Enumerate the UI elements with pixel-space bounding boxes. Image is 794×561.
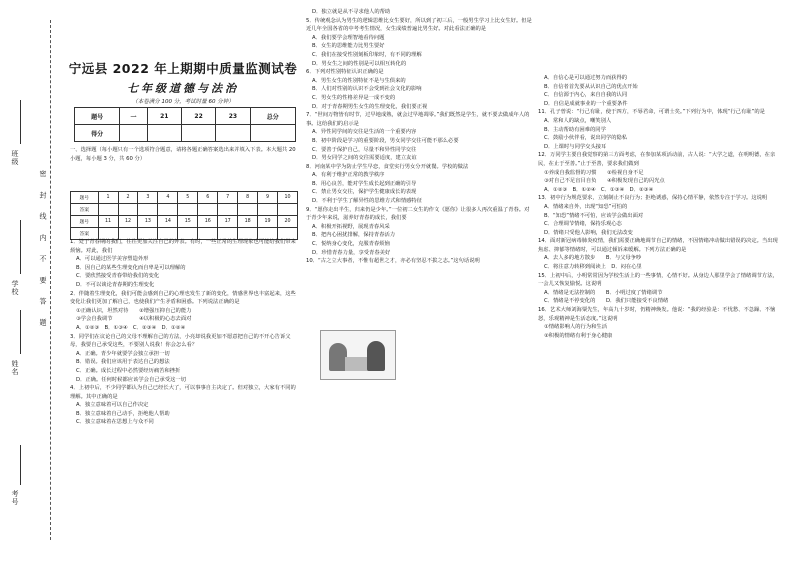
question-line: C．我们在接受性别刻板印象时，有不同的理解 xyxy=(312,51,422,58)
answer-table-label: 16 xyxy=(198,216,218,228)
question-line: 3．同学们在议论自己的父母不理解自己的方法，小亮却说我更加不愿意把自己的不开心告诉父母，我要自己承受这些，不要别人说我！你会怎么看？ xyxy=(70,333,291,349)
question-line: ①情绪影响人的行为和生活 xyxy=(544,324,608,331)
answer-table-label: 答案 xyxy=(71,204,99,216)
score-table xyxy=(74,107,296,142)
question-line: B．“知恐”情绪不可怕，应该学会做出面对 xyxy=(544,212,644,219)
question-line: C．男女生的性格差异是一成不变的 xyxy=(312,94,396,101)
answer-cell[interactable] xyxy=(138,204,158,216)
binding-margin xyxy=(4,20,62,540)
answer-table-label: 14 xyxy=(158,216,178,228)
question-line: ②积极的情绪有利于身心健康 xyxy=(544,332,613,339)
answer-table-label: 2 xyxy=(118,192,138,204)
score-header-cell: 总分 xyxy=(250,108,295,125)
answer-table-label: 17 xyxy=(218,216,238,228)
question-line: A．有利于维护正常的教学秩序 xyxy=(312,172,385,179)
column-2-questions xyxy=(306,8,534,266)
answer-cell[interactable] xyxy=(118,204,138,216)
question-line: A．积极开拓视野，展现青春风采 xyxy=(312,223,390,230)
question-line: B．错误。我们应该用于表达自己的想法 xyxy=(76,359,170,366)
margin-label-name: 姓名 xyxy=(11,360,19,376)
column-3-questions xyxy=(538,74,778,340)
margin-blank-name xyxy=(20,310,21,354)
question-line: A．①②③ B．①③④ C．②③④ D．①②④ xyxy=(76,324,186,331)
exam-subtitle: 七年级道德与法治 xyxy=(127,82,239,95)
question-line: A．常和人的缺点，嘲笑别人 xyxy=(544,117,612,124)
question-line: ①正确认识，坦然对待 ②增强压抑自己的能力 xyxy=(76,307,192,314)
answer-table-label: 3 xyxy=(138,192,158,204)
answer-table-label: 题号 xyxy=(71,216,99,228)
question-line: D．男女生之间的性别是可以相互转化的 xyxy=(312,60,407,67)
answer-table-label: 5 xyxy=(178,192,198,204)
question-line: 1．处于青春期的我们，往往更加关注自己的外表。有时，一些正常的生理现象也可能给我们带来烦恼。对此，我们 xyxy=(70,239,296,254)
question-line: A．情绪来自外，出现“知恐”可怕的 xyxy=(544,203,628,210)
question-line: B．女生的思维能力比男生要好 xyxy=(312,43,385,50)
question-line: 15．上初中后，小明常常因为学校生活上的一些事情，心情不好。从身边人那里学会了情绪调节方法，一会儿又恢复愉悦。这说明 xyxy=(538,272,778,288)
question-line: 5．传统观念认为男生的逻辑思维比女生要好，所以到了初三后，一般男生学习上比女生好。但是近几年全国各省的中考考生情况，女生成绩普遍比男生好。对此看法正确的是 xyxy=(306,17,532,33)
question-line: C．自信源于内心，来自自我的认同 xyxy=(544,92,628,99)
question-line: ③对自己不足盲目自负 ④积极发现自己的闪光点 xyxy=(544,178,665,185)
answer-table-label: 答案 xyxy=(71,228,99,240)
question-line: B．人们对性别的认识不会受到社会文化的影响 xyxy=(312,86,422,93)
question-line: B．独立意味着自己动手，拒绝他人帮助 xyxy=(76,410,170,417)
score-value-row xyxy=(75,125,296,142)
score-cell[interactable] xyxy=(120,125,147,142)
question-line: 6．下列对性别特征认识正确的是 xyxy=(306,69,384,76)
score-cell[interactable] xyxy=(147,125,181,142)
score-row-label: 得分 xyxy=(75,125,120,142)
question-line: D．不利于学生了解异性的思维方式和情感特征 xyxy=(312,198,423,205)
question-line: C．将注意力转移到阅读上 D．闷在心里 xyxy=(544,264,642,271)
question-line: A．独立意味着可以自己作决定 xyxy=(76,402,149,409)
answer-cell[interactable] xyxy=(278,204,298,216)
question-line: 8．河南某中学为防止学生早恋，食堂实行男女分开就餐。学校的做法 xyxy=(306,163,469,170)
answer-table-label: 题号 xyxy=(71,192,99,204)
question-line: A．去人多的地方散步 B．与父母争吵 xyxy=(544,255,642,262)
question-line: 11．孔子曾说：“行己有耻，使于四方，不辱君命，可谓士矣。”下列行为中，体现“行己有耻”的是 xyxy=(538,109,765,116)
question-line: C．禁止男女交往，保护学生健康成长的表现 xyxy=(312,189,417,196)
answer-table-label: 12 xyxy=(118,216,138,228)
question-line: C．正确。成长过程中必然要经历痛苦和挫折 xyxy=(76,367,181,374)
margin-label-exam-number: 考号 xyxy=(11,490,19,506)
answer-table-label: 15 xyxy=(178,216,198,228)
question-line: D．独立就是从不寻求他人的帮助 xyxy=(312,9,391,15)
answer-table-label: 6 xyxy=(198,192,218,204)
question-line: 12．万同学主要自我觉察的第三方面考虑，在参加某项活动前，古人说：“大学之道，在明明德，在亲民，在止于至善。”止于至善，要求我们做到 xyxy=(538,152,776,167)
answer-cell[interactable] xyxy=(178,204,198,216)
question-line: 2．伴随着生理变化，我们可能会感到自己的心理也发生了新的变化，情感世界也丰富起来，这些变化让我们更加了解自己，也使我们产生矛盾和困惑。下列说法正确的是 xyxy=(70,290,296,306)
answer-table-row xyxy=(71,192,298,204)
margin-label-class: 班级 xyxy=(11,150,19,166)
question-line: 4．上初中后，不少同学都认为自己已经长大了，可以事事自主决定了。但对独立，大家有不同的理解。其中正确的是 xyxy=(70,385,296,400)
question-line: D．上课时与同学交头接耳 xyxy=(544,143,607,150)
answer-table-label: 9 xyxy=(258,192,278,204)
exam-note: （本卷满分 100 分，考试时量 60 分钟） xyxy=(132,99,234,105)
answer-table-label: 11 xyxy=(98,216,118,228)
answer-cell[interactable] xyxy=(98,204,118,216)
answer-table-label: 18 xyxy=(238,216,258,228)
score-header-cell: 一 xyxy=(120,108,147,125)
answer-cell[interactable] xyxy=(258,204,278,216)
question-line: 10．“古之立大事者，不惟有超世之才，亦必有坚忍不拔之志。”这句话说明 xyxy=(306,258,480,265)
question-line: 14．面对新冠病毒肺炎疫情，我们需要正确地调节自己的情绪，不因情绪冲动做出错误的决定。当出现焦虑、抑郁等情绪时，可以通过倾诉来缓解。下列方法正确的是 xyxy=(538,238,778,253)
answer-cell[interactable] xyxy=(238,204,258,216)
question-line: 9．“愿你走出半生，归来仍是少年。”一位初二女生的作文《愿你》让很多人再次重温了青春。对于青少年来说，滋养好青春的成长，我们要 xyxy=(306,206,530,222)
answer-table xyxy=(70,191,298,240)
question-line: D．情绪只受他人影响，我们无法改变 xyxy=(544,229,633,236)
answer-table-label: 4 xyxy=(158,192,178,204)
margin-blank-class xyxy=(20,100,21,144)
question-line: A．我们要学会理智地看待问题 xyxy=(312,34,385,41)
question-line: B．把内心困扰排解，保持青春活力 xyxy=(312,232,396,239)
question-line: B．用心良苦，能对学生成长起到正确的引导 xyxy=(312,180,417,187)
question-line: A．可以通过医学美容塑造外形 xyxy=(76,256,149,263)
margin-blank-school xyxy=(20,220,21,274)
answer-table-row xyxy=(71,204,298,216)
question-line: C．要欣然接受青春带给我们的变化 xyxy=(76,273,160,280)
question-line: 13．初中行为规范要求，立刻制止不良行为；拒绝诱惑，保持心情平静，依然专注于学习。这说明 xyxy=(538,195,768,202)
answer-table-label: 13 xyxy=(138,216,158,228)
margin-blank-exam-number xyxy=(20,445,21,485)
question-line: A．①②③ B．①②④ C．①③④ D．②③④ xyxy=(544,186,654,193)
answer-table-label: 1 xyxy=(98,192,118,204)
question-line: C．情绪是不停变化的 D．我们只能接受不良情绪 xyxy=(544,298,669,305)
question-line: C．独立意味着在思想上与众不同 xyxy=(76,419,154,426)
score-header-cell: 22 xyxy=(181,108,215,125)
question-line: D．不可以谈论青春期的生理变化 xyxy=(76,281,155,288)
column-1-questions xyxy=(70,238,298,427)
score-header-cell: 23 xyxy=(216,108,250,125)
score-cell[interactable] xyxy=(216,125,250,142)
question-line: C．鼓励小伙伴看，说出同学的隐私 xyxy=(544,135,628,142)
question-line: B．主动帮助有困难的同学 xyxy=(544,126,606,133)
question-line: D．珍惜青春力量，享受青春美好 xyxy=(312,249,391,256)
score-cell[interactable] xyxy=(250,125,295,142)
cartoon-illustration xyxy=(320,330,396,380)
binding-dashed-line xyxy=(50,20,51,540)
score-header-cell: 21 xyxy=(147,108,181,125)
exam-title: 宁远县 2022 年上期期中质量监测试卷 xyxy=(68,61,298,76)
answer-cell[interactable] xyxy=(158,204,178,216)
answer-table-label: 20 xyxy=(278,216,298,228)
question-line: A．男生女生的性别特征不是与生俱来的 xyxy=(312,77,406,84)
answer-table-label: 10 xyxy=(278,192,298,204)
answer-table-row xyxy=(71,216,298,228)
answer-table-label: 19 xyxy=(258,216,278,228)
question-line: B．因自己的某些生理变化而自卑是可以理解的 xyxy=(76,264,186,271)
question-line: D．正确。任何时候都应该学会自己承受这一切 xyxy=(76,376,187,383)
cartoon-student-figure xyxy=(367,341,385,371)
answer-cell[interactable] xyxy=(198,204,218,216)
question-line: D．男女同学之间的交往需要适度，建立友谊 xyxy=(312,155,417,162)
answer-table-label: 8 xyxy=(238,192,258,204)
question-line: D．自信是成就事业的一个重要条件 xyxy=(544,100,628,107)
question-line: C．悦纳身心变化，克服青春烦恼 xyxy=(312,241,390,248)
score-cell[interactable] xyxy=(181,125,215,142)
question-line: B．自信者首先要从认识自己的优点开始 xyxy=(544,83,638,90)
question-line: A．正确。青少年就要学会独立承担一切 xyxy=(76,350,170,357)
question-line: C．要善于保护自己，尽量不和异性同学交往 xyxy=(312,146,417,153)
question-line: A．自信心是可以通过努力而获得的 xyxy=(544,75,628,81)
score-header-cell: 题号 xyxy=(75,108,120,125)
question-line: A．异性同学间的交往是生活的一个重要内容 xyxy=(312,129,417,136)
answer-cell[interactable] xyxy=(218,204,238,216)
answer-table-label: 7 xyxy=(218,192,238,204)
question-line: D．对于青春期男生女生的生理变化，我们要正视 xyxy=(312,103,428,110)
margin-label-school: 学校 xyxy=(11,280,19,296)
question-line: 7．“世间万物皆有时节，过早地成熟，就会过早地凋零。”我们既然是学生，就不要去做成年人的事。这给我们的启示是 xyxy=(306,112,530,127)
question-line: A．情绪是无法控制的 B．小明过度了情绪调节 xyxy=(544,289,663,296)
question-line: C．合理调节情绪，保持乐观心态 xyxy=(544,221,622,228)
question-line: ①养成自我监督的习惯 ②检视自身不足 xyxy=(544,169,644,176)
score-header-row xyxy=(75,108,296,125)
seal-line-warning: 密 封 线 内 不 要 答 题 xyxy=(39,170,47,332)
question-line: 16．艺术大师刘海粟先生，年高九十岁时，仍精神焕发。他说：“我的经验是：不忧愁、不急躁、不恼怒，乐观精神是生活态度。”这说明 xyxy=(538,307,776,322)
question-line: ③学会自我调节 ④以积极的心态去面对 xyxy=(76,316,192,323)
question-line: B．初中阶段是学习的重要阶段，男女同学交往可能不那么必要 xyxy=(312,137,459,144)
section1-heading: 一、选择题（每小题只有一个选项符合题意，请将各题正确答案选出来并填入下表。本大题共 20 小题，每小题 3 分，共 60 分） xyxy=(70,147,296,162)
